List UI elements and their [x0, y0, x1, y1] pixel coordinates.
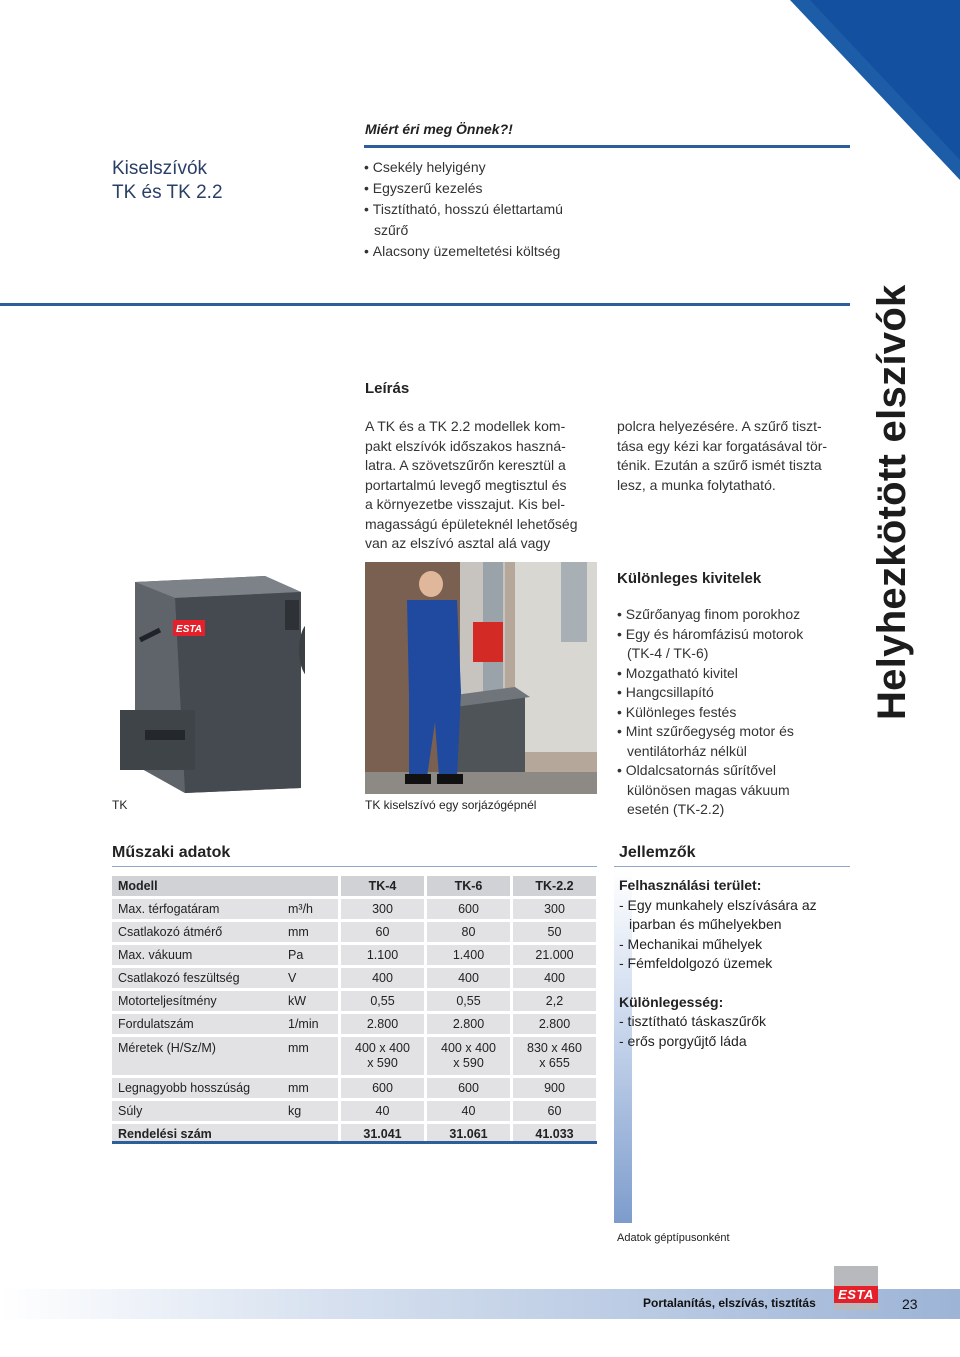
- special-item: • Mint szűrőegység motor és ventilátorház nélkül: [617, 722, 827, 761]
- special-title: Különlegesség:: [619, 993, 724, 1010]
- table-header-row: [112, 876, 596, 896]
- table-row: Motorteljesítmény kW 0,55 0,55 2,2: [112, 991, 596, 1011]
- table-row: Méretek (H/Sz/M) mm 400 x 400 x 590 400 x 400 x 590 830 x 460 x 655: [112, 1037, 596, 1075]
- footer-text: Portalanítás, elszívás, tisztítás: [643, 1296, 816, 1310]
- side-title: Helyhezkötött elszívók: [870, 284, 914, 720]
- table-row: Fordulatszám 1/min 2.800 2.800 2.800: [112, 1014, 596, 1034]
- table-row: Súly kg 40 40 60: [112, 1101, 596, 1121]
- esta-logo: ESTA: [834, 1286, 878, 1303]
- description-heading: Leírás: [365, 380, 410, 397]
- benefit-item: • Alacsony üzemeltetési költség: [364, 241, 564, 262]
- footer-bar: [0, 1289, 960, 1319]
- special-heading: Különleges kivitelek: [617, 570, 762, 587]
- special-item: • Szűrőanyag finom porokhoz: [617, 605, 827, 625]
- special-item: • Hangcsillapító: [617, 683, 827, 703]
- table-row: Legnagyobb hosszúság mm 600 600 900: [112, 1078, 596, 1098]
- specs-heading: Műszaki adatok: [112, 844, 231, 861]
- column-header: TK-6: [424, 876, 510, 896]
- page-number: 23: [902, 1296, 918, 1312]
- usage-title: Felhasználási terület:: [619, 877, 762, 893]
- column-header: [282, 876, 338, 896]
- column-header: TK-2.2: [510, 876, 596, 896]
- table-row: Csatlakozó átmérő mm 60 80 50: [112, 922, 596, 942]
- description-col2: polcra helyezésére. A szűrő tiszt- tása egy kézi kar forgatásával tör- ténik. Ezután a szűrő ismét tiszta lesz, a munka folytatható.: [617, 418, 828, 493]
- special-item: • Mozgatható kivitel: [617, 664, 827, 684]
- corner-decoration: [790, 0, 960, 180]
- workshop-photo: [365, 562, 597, 794]
- specs-table: [112, 873, 596, 1147]
- benefits-list: [364, 157, 564, 262]
- divider-section: [0, 303, 850, 306]
- table-row: Rendelési szám 31.041 31.061 41.033: [112, 1124, 596, 1144]
- table-row: Max. térfogatáram m³/h 300 600 300: [112, 899, 596, 919]
- caption-middle: TK kiselszívó egy sorjázógépnél: [365, 798, 537, 812]
- specs-heading-rule: [112, 866, 597, 867]
- why-title: Miért éri meg Önnek?!: [365, 121, 513, 137]
- special-list: [617, 605, 827, 820]
- product-photo: [115, 570, 305, 795]
- benefit-item: • Tisztítható, hosszú élettartamú szűrő: [364, 199, 564, 241]
- divider-top: [364, 145, 850, 148]
- features-heading: Jellemzők: [619, 844, 696, 861]
- table-row: Max. vákuum Pa 1.100 1.400 21.000: [112, 945, 596, 965]
- column-header: Modell: [112, 876, 282, 896]
- column-header: TK-4: [338, 876, 424, 896]
- benefit-item: • Csekély helyigény: [364, 157, 564, 178]
- features-block: Felhasználási terület: - Egy munkahely elszívására az iparban és műhelyekben - Mechanikai műhelyek - Fémfeldolgozó üzemek Különlegesség: - tisztítható táskaszűrők - erős porgyűjtő láda: [619, 876, 849, 1051]
- special-item: • Oldalcsatornás sűrítővel különösen magas vákuum esetén (TK-2.2): [617, 761, 827, 820]
- product-title: Kiselszívók TK és TK 2.2: [112, 158, 223, 203]
- photo-logo: ESTA: [176, 624, 202, 635]
- caption-left: TK: [112, 798, 128, 812]
- footnote: Adatok géptípusonként: [617, 1232, 730, 1244]
- description-col1: A TK és a TK 2.2 modellek kom- pakt elszívók időszakos haszná- latra. A szövetszűrőn keresztül a portartalmú levegő megtisztul és a környezetbe visszajut. Kis bel- magasságú épületeknél lehetőség van az elszívó asztal alá vagy: [365, 418, 578, 551]
- special-item: • Egy és háromfázisú motorok (TK-4 / TK-6): [617, 625, 827, 664]
- special-item: • Különleges festés: [617, 703, 827, 723]
- table-row: Csatlakozó feszültség V 400 400 400: [112, 968, 596, 988]
- benefit-item: • Egyszerű kezelés: [364, 178, 564, 199]
- features-heading-rule: [614, 866, 850, 867]
- specs-table-rule: [112, 1141, 597, 1144]
